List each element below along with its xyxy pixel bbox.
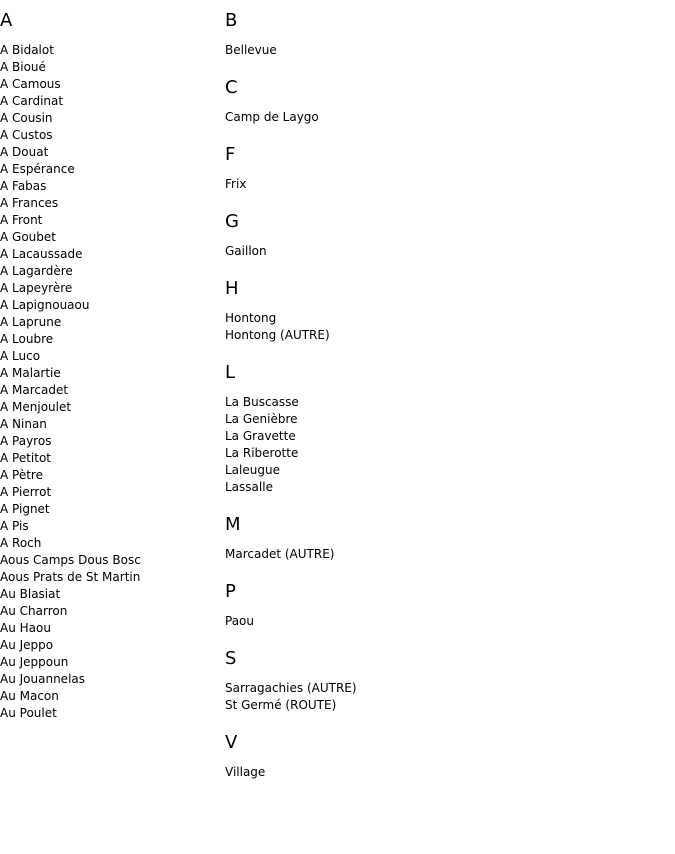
- place-list-item[interactable]: Aous Prats de St Martin: [0, 570, 141, 584]
- place-list-item[interactable]: A Cousin: [0, 111, 53, 125]
- section-letter-heading: F: [225, 144, 236, 165]
- section-letter-heading: V: [225, 732, 238, 753]
- letter-section: [225, 732, 665, 781]
- place-list-item[interactable]: A Pignet: [0, 502, 50, 516]
- index-column-right: [225, 10, 665, 799]
- section-letter-heading: H: [225, 278, 239, 299]
- place-list: [225, 176, 665, 193]
- place-list-item[interactable]: A Pètre: [0, 468, 43, 482]
- place-list: [225, 394, 665, 496]
- place-list-item[interactable]: Village: [225, 765, 266, 779]
- place-list-item[interactable]: La Gravette: [225, 429, 296, 443]
- place-list-item[interactable]: A Menjoulet: [0, 400, 72, 414]
- place-list: [225, 243, 665, 260]
- letter-section: [225, 514, 665, 563]
- place-list-item[interactable]: Au Jeppoun: [0, 655, 69, 669]
- letter-section: [225, 278, 665, 344]
- place-list-item[interactable]: Au Charron: [0, 604, 68, 618]
- place-list-item[interactable]: Gaillon: [225, 244, 267, 258]
- place-list-item[interactable]: A Malartie: [0, 366, 61, 380]
- section-letter-heading: B: [225, 10, 238, 31]
- place-list-item[interactable]: A Cardinat: [0, 94, 64, 108]
- place-list-item[interactable]: Bellevue: [225, 43, 277, 57]
- place-list-item[interactable]: Au Jeppo: [0, 638, 54, 652]
- place-list: [225, 680, 665, 714]
- place-list-item[interactable]: A Petitot: [0, 451, 52, 465]
- letter-section: [225, 648, 665, 714]
- place-list-item[interactable]: Marcadet (AUTRE): [225, 547, 335, 561]
- place-list-item[interactable]: A Pis: [0, 519, 29, 533]
- section-letter-heading: A: [0, 10, 13, 31]
- place-list-item[interactable]: A Payros: [0, 434, 52, 448]
- place-list-item[interactable]: A Pierrot: [0, 485, 52, 499]
- place-list-item[interactable]: A Goubet: [0, 230, 56, 244]
- place-list-item[interactable]: Au Jouannelas: [0, 672, 86, 686]
- place-list-item[interactable]: La Buscasse: [225, 395, 299, 409]
- place-list-item[interactable]: Paou: [225, 614, 254, 628]
- place-list-item[interactable]: A Lapeyrère: [0, 281, 73, 295]
- place-list-item[interactable]: Au Macon: [0, 689, 59, 703]
- section-letter-heading: M: [225, 514, 241, 535]
- place-list-item[interactable]: Au Blasiat: [0, 587, 61, 601]
- place-list: [225, 42, 665, 59]
- place-list-item[interactable]: A Lagardère: [0, 264, 73, 278]
- place-list-item[interactable]: Frix: [225, 177, 247, 191]
- section-letter-heading: G: [225, 211, 239, 232]
- letter-section: [0, 10, 215, 722]
- place-list: [0, 42, 215, 722]
- letter-section: [225, 211, 665, 260]
- place-list-item[interactable]: A Custos: [0, 128, 53, 142]
- place-list: [225, 613, 665, 630]
- section-letter-heading: S: [225, 648, 237, 669]
- place-list-item[interactable]: A Laprune: [0, 315, 62, 329]
- place-list-item[interactable]: A Espérance: [0, 162, 75, 176]
- place-list-item[interactable]: A Front: [0, 213, 43, 227]
- place-list: [225, 764, 665, 781]
- place-list-item[interactable]: Au Haou: [0, 621, 51, 635]
- place-list-item[interactable]: A Marcadet: [0, 383, 69, 397]
- place-list-item[interactable]: A Ninan: [0, 417, 47, 431]
- place-list-item[interactable]: A Camous: [0, 77, 61, 91]
- place-list-item[interactable]: Lassalle: [225, 480, 273, 494]
- index-column-left: [0, 10, 215, 740]
- letter-section: [225, 144, 665, 193]
- letter-section: [225, 362, 665, 496]
- place-list-item[interactable]: La Genièbre: [225, 412, 298, 426]
- section-letter-heading: P: [225, 581, 236, 602]
- place-list-item[interactable]: A Loubre: [0, 332, 54, 346]
- place-list-item[interactable]: St Germé (ROUTE): [225, 698, 337, 712]
- place-list-item[interactable]: A Lacaussade: [0, 247, 83, 261]
- place-list-item[interactable]: A Bidalot: [0, 43, 54, 57]
- place-list-item[interactable]: A Roch: [0, 536, 42, 550]
- section-letter-heading: C: [225, 77, 238, 98]
- place-list-item[interactable]: Hontong (AUTRE): [225, 328, 330, 342]
- letter-section: [225, 581, 665, 630]
- place-list-item[interactable]: A Lapignouaou: [0, 298, 90, 312]
- section-letter-heading: L: [225, 362, 236, 383]
- letter-section: [225, 77, 665, 126]
- letter-section: [225, 10, 665, 59]
- place-list: [225, 310, 665, 344]
- place-list: [225, 546, 665, 563]
- place-list-item[interactable]: Hontong: [225, 311, 277, 325]
- place-list: [225, 109, 665, 126]
- place-list-item[interactable]: A Frances: [0, 196, 59, 210]
- place-list-item[interactable]: A Fabas: [0, 179, 47, 193]
- place-list-item[interactable]: Aous Camps Dous Bosc: [0, 553, 141, 567]
- place-list-item[interactable]: A Luco: [0, 349, 41, 363]
- place-list-item[interactable]: Sarragachies (AUTRE): [225, 681, 357, 695]
- place-list-item[interactable]: Camp de Laygo: [225, 110, 319, 124]
- place-list-item[interactable]: Laleugue: [225, 463, 280, 477]
- place-list-item[interactable]: A Bioué: [0, 60, 46, 74]
- place-list-item[interactable]: La Riberotte: [225, 446, 299, 460]
- place-list-item[interactable]: A Douat: [0, 145, 49, 159]
- place-list-item[interactable]: Au Poulet: [0, 706, 57, 720]
